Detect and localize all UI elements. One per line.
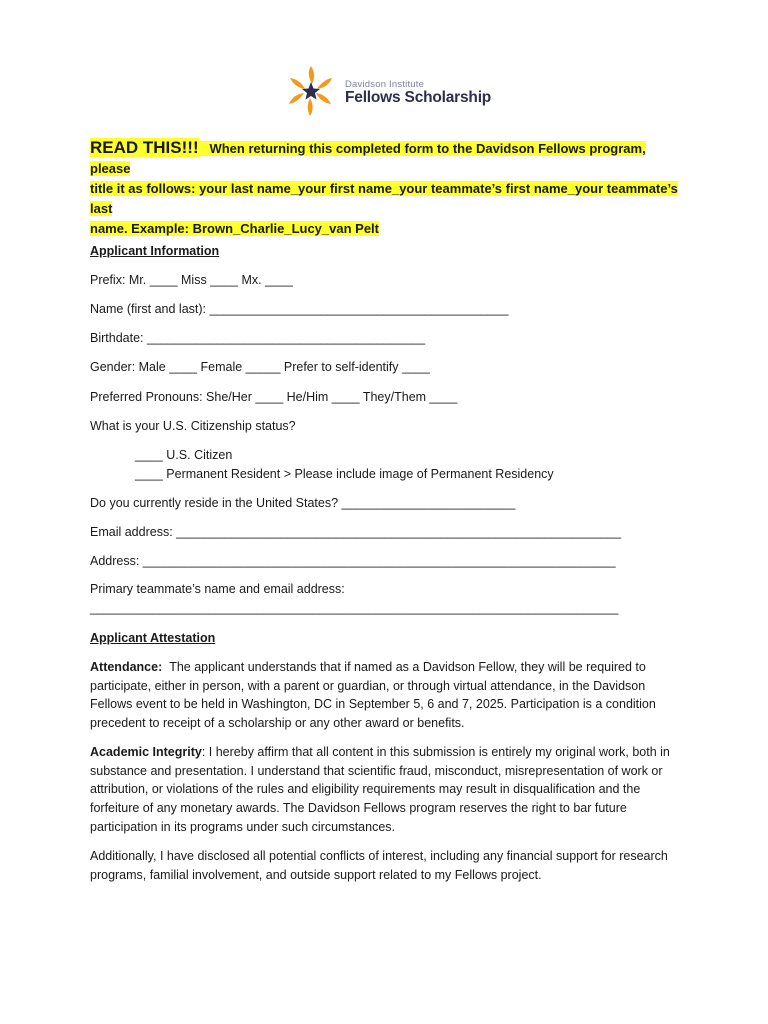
applicant-info-heading: Applicant Information xyxy=(90,244,220,258)
integrity-paragraph xyxy=(90,743,690,837)
address-field[interactable]: Address: ____________________________________________________________________ xyxy=(90,554,616,568)
banner-lead: READ THIS!!! xyxy=(90,138,199,157)
logo-title: Fellows Scholarship xyxy=(345,89,492,106)
reside-field[interactable]: Do you currently reside in the United States? _________________________ xyxy=(90,496,516,510)
additionally-paragraph: Additionally, I have disclosed all potential conflicts of interest, including any financial support for research programs, familial involvement, and outside support related to my Fellows project. xyxy=(90,849,668,882)
banner-line-2: title it as follows: your last name_your first name_your teammate’s first name_your teammate’s last xyxy=(90,181,678,216)
attendance-paragraph xyxy=(90,658,690,733)
gender-field[interactable]: Gender: Male ____ Female _____ Prefer to self-identify ____ xyxy=(90,360,430,374)
banner-line-1: When returning this completed form to the Davidson Fellows program, please xyxy=(90,141,646,176)
citizenship-question: What is your U.S. Citizenship status? xyxy=(90,419,296,433)
pronouns-field[interactable]: Preferred Pronouns: She/Her ____ He/Him ____ They/Them ____ xyxy=(90,390,458,404)
instructions-banner xyxy=(90,138,680,239)
prefix-field[interactable]: Prefix: Mr. ____ Miss ____ Mx. ____ xyxy=(90,273,293,287)
attendance-label: Attendance: xyxy=(90,660,163,674)
teammate-label: Primary teammate’s name and email address: xyxy=(90,582,345,596)
integrity-text: : I hereby affirm that all content in this submission is entirely my original work, both in substance and presentation. I understand that scientific fraud, misconduct, misrepresentation of work or attribution, or violations of the rules and eligibility requirements may result in disqualification and the forfeiture of any monetary awards. The Davidson Fellows program reserves the right to bar future participation in its programs under such circumstances. xyxy=(90,745,670,834)
banner-line-3: name. Example: Brown_Charlie_Lucy_van Pelt xyxy=(90,221,379,236)
integrity-label: Academic Integrity xyxy=(90,745,202,759)
name-field[interactable]: Name (first and last): ___________________________________________ xyxy=(90,302,509,316)
davidson-logo xyxy=(282,62,502,120)
attendance-text: The applicant understands that if named as a Davidson Fellow, they will be required to participate, either in person, with a parent or guardian, or through virtual attendance, in the Davidson Fellows event to be held in Washington, DC in September 5, 6 and 7, 2025. Participation is a condition precedent to receipt of a scholarship or any other award or benefits. xyxy=(90,660,656,731)
logo-subtitle: Davidson Institute xyxy=(345,79,425,90)
permanent-resident-option[interactable]: ____ Permanent Resident > Please include image of Permanent Residency xyxy=(135,467,554,481)
email-field[interactable]: Email address: ________________________________________________________________ xyxy=(90,525,622,539)
teammate-field[interactable]: ____________________________________________________________________________ xyxy=(90,601,619,615)
birthdate-field[interactable]: Birthdate: ________________________________________ xyxy=(90,331,426,345)
citizen-option[interactable]: ____ U.S. Citizen xyxy=(135,448,233,462)
star-burst-icon xyxy=(282,62,340,120)
attestation-heading: Applicant Attestation xyxy=(90,631,216,645)
